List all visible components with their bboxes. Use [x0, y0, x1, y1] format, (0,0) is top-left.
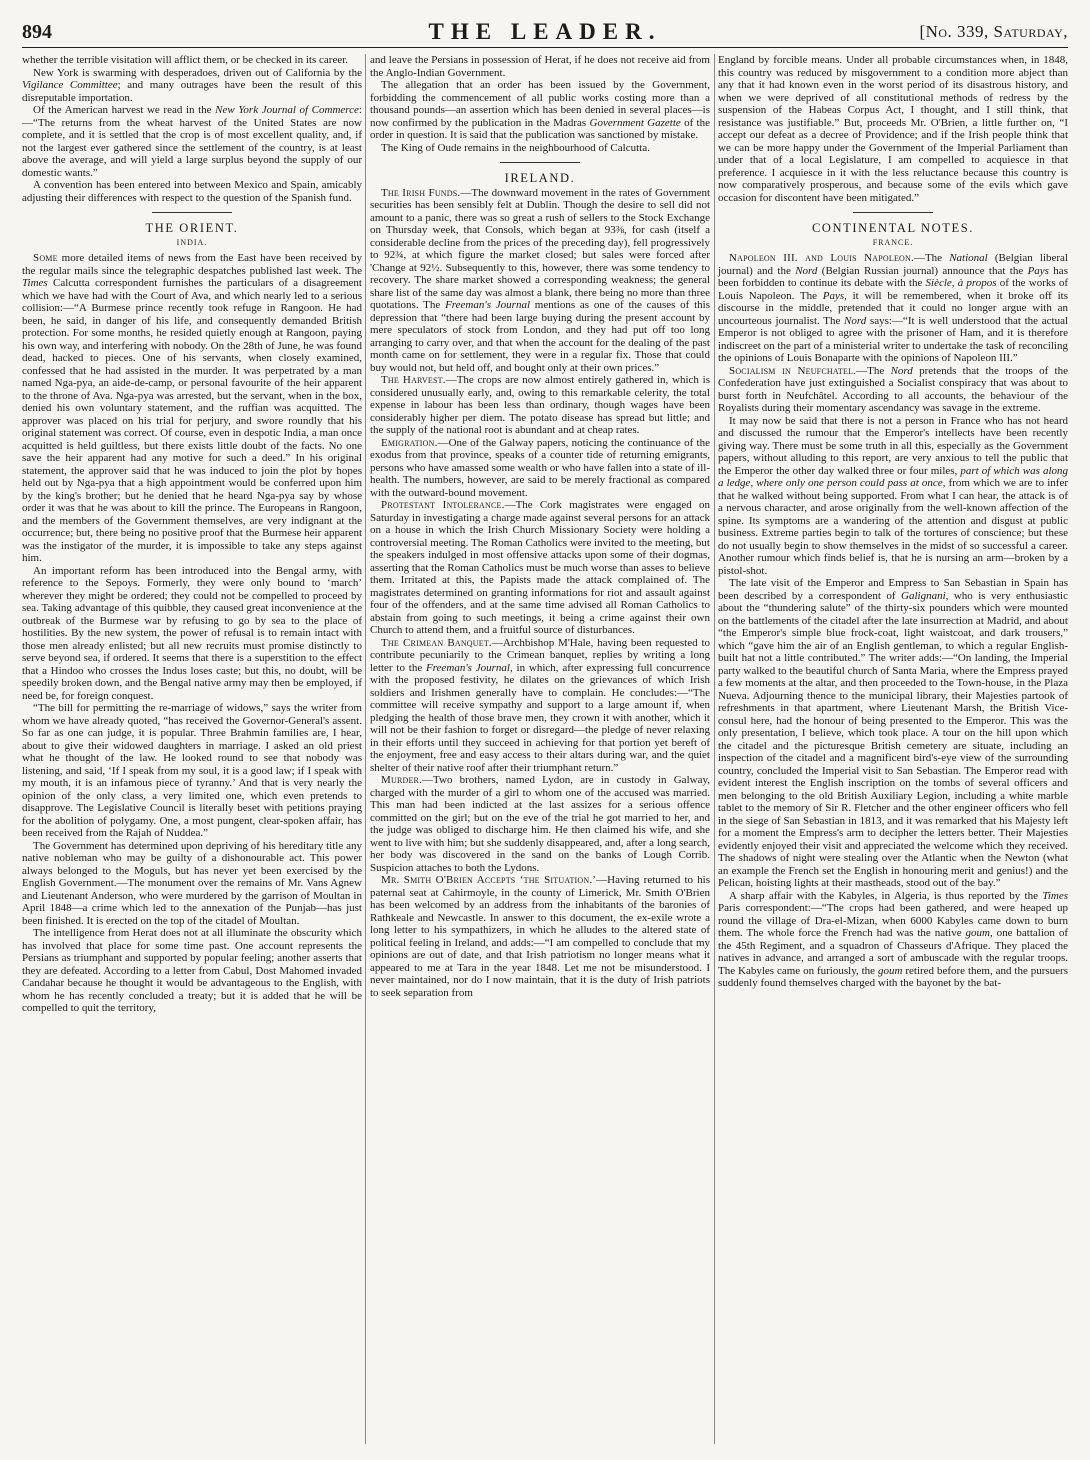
paragraph-text: , in which, after expressing full concurrence with the proposed festivity, he dilates on the grievances of which Irish soldiers and Irishmen generally have to complain. He concludes:—“The committee will receive sympathy and support to a large amount if, when pledging the health of those brave men, they crown it with another, which it will not be their fashion to forget or disregard—the pledge of never relaxing in their efforts until they succeed in achieving for that portion yet bereft of the enjoyment, free and easy access to their altars during war, and the quiet shelter of their native roof after their triumphant return.”: [370, 661, 711, 774]
column-divider: [714, 54, 715, 1444]
paragraph: [22, 104, 362, 179]
paragraph: [22, 179, 362, 204]
paragraph: [22, 840, 362, 928]
paragraph-text: —One of the Galway papers, noticing the continuance of the exodus from that province, speaks of a counter tide of returning emigrants, persons who have amassed some wealth or who have fallen into a state of ill-health. The numbers, however, are said to be merely fractional as compared with the outward-bound movement.: [370, 436, 710, 499]
paragraph-text: Calcutta correspondent furnishes the particulars of a disagreement which we have had with the Court of Ava, and which nearly led to a serious collision:—“A Burmese prince recently took refuge in Rangoon. He had been, he said, in danger of his life, and consequently demanded British protection. For some months, he resided quietly enough at Rangoon, paying his own way, and interfering with nobody. On the 28th of June, he was found dead, hacked to pieces. One of his servants, when closely examined, confessed that he had assisted in the murder. It was perpetrated by a man named Nga-pya, an aide-de-camp, or personal favourite of the heir apparent to the throne of Ava. Nga-pya was arrested, but the servant, when in the box, denied his own voluntary statement, and the ruffian was acquitted. The approver was placed on his trial for perjury, and swore roundly that his original statement was correct. Of course, even in despotic India, a man once acquitted is held guiltless, but there exists little doubt of the facts. No one save the heir apparent had any motive for such a deed.” In his original statement, the approver said that he was induced to join the plot by hopes held out by Nga-pya that a high appointment would be conferred upon him by the king's brother; but he denied that he heard Nga-pya say by whose order it was that he was about to kill the prince. The Europeans in Rangoon, and the members of the Government themselves, are very indignant at the occurrence; but, there being no positive proof that the Burmese heir apparent was the instigator of the murder, it is impossible to take any steps against him.: [22, 277, 362, 564]
paragraph-text: has been forbidden to continue its debate with the: [718, 264, 1068, 289]
paragraph-text: —The downward movement in the rates of Government securities has been sensibly felt at Dublin. Though the desire to sell did not amount to a panic, there was so great a rush of sellers to the Stock Exchange on Thursday week, that Consols, which began at 93⅜, for cash (itself a considerable decline from the prices of the preceding day), fell progressively to 92¾, at which figure the market closed; but sales were forced after 'Change at 92½. Subsequently to this, however, there was some tendency to recovery. The share market showed a corresponding weakness; the general share list of the same day was almost a blank, there being no more than three quotations. The: [370, 186, 711, 311]
paragraph-text: An important reform has been introduced into the Bengal army, with reference to the Sepoys. Formerly, they were only bound to ‘march’ wherever they might be ordered; they could not be compelled to proceed by sea. Taking advantage of this quibble, they caused great inconvenience at the outbreak of the Burmese war by refusing to go by sea to the place of hostilities. By the new system, the power of refusal is to remain intact with those men already enlisted; but all new recruits must promise distinctly to serve beyond sea, if ordered. It seems that there is a superstition to the effect that a Hindoo who crosses the Indus loses caste; but this, no doubt, will be speedily broken down, and the Bengal native army may then be employed, if need be, for foreign conquest.: [22, 564, 362, 702]
paragraph-lead: Napoleon III. and Louis Napoleon.: [729, 252, 914, 264]
page-number: 894: [22, 21, 52, 43]
italic-text: Vigilance Committee: [22, 79, 118, 91]
paragraph: [718, 415, 1068, 578]
paragraph-text: (Belgian liberal journal) and the: [718, 252, 1068, 277]
paragraph-text: It may now be said that there is not a person in France who has not heard and discussed the rumour that the Emperor's intellects have been recently giving way. There must be some truth in all this, especially as the Government papers, without alluding to this report, are very anxious to tell the public that the Emperor the other day walked three or four miles,: [718, 414, 1068, 477]
paragraph: [22, 702, 362, 840]
paragraph-text: —The Cork magistrates were engaged on Saturday in investigating a charge made against several persons for an attack on a house in which the Irish Church Missionary Society were holding a controversial meeting. The Roman Catholics were invited to the meeting, but the speakers indulged in most offensive attacks upon some of their dogmas, asserting that the Roman Catholics must be much worse than asses to believe them. Irritated at this, the Papists made the attack complained of. The magistrates determined on granting informations for riot and assault against four of the offenders, and at the same time advised all Roman Catholics to abstain from going to such meetings, it being a crime against their own Church to attend them, and a fruitful source of disturbances.: [370, 499, 710, 636]
paragraph-text: —Archbishop M'Hale, having been requested to contribute pecuniarily to the Crimean banquet, replies by writing a long letter to the: [370, 636, 710, 674]
paragraph-text: Paris correspondent:—“The crops had been gathered, and were heaped up round the village of Dra-el-Mizan, when 6000 Kabyles came down to burn them. The whole force the French had was the native: [718, 902, 1068, 939]
italic-text: part of which was along a ledge, where only one person could pass at once: [718, 464, 1068, 489]
paragraph-text: The allegation that an order has been issued by the Government, forbidding the commencement of all public works costing more than a thousand pounds—an assertion which has been denied in several places—is now confirmed by the publication in the Madras: [370, 79, 710, 129]
italic-text: Times: [1042, 889, 1068, 902]
italic-text: Pays: [822, 289, 845, 302]
paragraph: [370, 637, 710, 775]
paragraph-text: —The: [913, 252, 950, 264]
paragraph-text: whether the terrible visitation will afflict them, or be checked in its career.: [22, 54, 349, 66]
paragraph: [370, 142, 710, 155]
paragraph: [370, 499, 710, 637]
paragraph: [718, 54, 1068, 204]
paragraph: [370, 874, 710, 999]
paragraph-text: The Government has determined upon depriving of his hereditary title any native nobleman who may be guilty of a dishonourable act. This power always belonged to the Moguls, but has never yet been exercised by the English Government.—The monument over the remains of Mr. Vans Agnew and Lieutenant Anderson, who were murdered by the garrison of Moultan in April 1848—a crime which led to the annexation of the Punjab—has just been finished. It is erected on the top of the citadel of Moultan.: [22, 839, 362, 927]
paragraph-text: mentions as one of the causes of this depression that “there had been large buying during the present account by mere speculators of stock from London, and they had put off too long arranging to carry over, and that when the account for the dealing of the past month came on for settlement, they were in a regular fix. Those that could buy would not, but held off, and bought only at their own prices.”: [370, 299, 711, 374]
paragraph-text: says:—“It is well understood that the actual Emperor is not obliged to agree with the prisoner of Ham, and it is therefore indiscreet on the part of a ministerial writer to undertake the task of reconciling the opinions of Louis Bonaparte with the opinions of Napoleon III.”: [718, 314, 1069, 364]
column-2: [370, 54, 710, 999]
paragraph-text: ; and many outrages have been the result of this disreputable importation.: [22, 79, 362, 104]
paragraph: [22, 252, 362, 565]
section-divider: [853, 212, 933, 213]
paragraph-text: , from which we are to infer that he walked without being supported. From what I can hear, the attack is of a nervous character, and arose originally from the well-known affection of the spine. Its symptoms are a wandering of the attention and disgust at public business. Extreme parties begin to talk of the tortures of conscience; but these do not usually begin to show themselves in the midst of so successful a career. Another rumour which finds belief is, that he is nursing an arm—broken by a pistol-shot.: [718, 477, 1068, 577]
italic-text: National: [949, 252, 988, 264]
paragraph: [718, 890, 1068, 990]
italic-text: Freeman's Journal: [426, 661, 510, 674]
paragraph: [22, 54, 362, 67]
section-subheading: INDIA.: [176, 237, 208, 247]
paragraph: [718, 252, 1068, 365]
paragraph-lead: The Irish Funds.: [381, 186, 461, 199]
paragraph-text: more detailed items of news from the East have been received by the regular mails since the telegraphic despatches published last week. The: [22, 252, 362, 277]
paragraph-lead: Protestant Intolerance.: [381, 499, 505, 511]
section-heading: THE ORIENT.: [145, 221, 239, 235]
paragraph-text: :—“The returns from the wheat harvest of the United States are now complete, and it is settled that the crop is of most excellent quality, and, if not the largest ever gathered since the settlement of the country, is at least above the average, and will yield a large surplus beyond the supply of our domestic wants.”: [22, 104, 362, 179]
paragraph-text: —Two brothers, named Lydon, are in custody in Galway, charged with the murder of a girl to whom one of the accused was married. This man had been indicted at the last assizes for a serious offence committed on the girl; but on the eve of the trial he got married to her, and the judge was obliged to discharge him. He then claimed his wife, and she went to live with him; but she suddenly disappeared, and, after a long search, her body was discovered in the sand on the banks of Lough Corrib. Suspicion attaches to both the Lydons.: [370, 774, 710, 874]
italic-text: Nord: [890, 364, 913, 377]
paragraph: [718, 365, 1068, 415]
paragraph: [370, 79, 710, 142]
paragraph: [370, 774, 710, 874]
paragraph: [370, 187, 710, 375]
paragraph-text: , one battalion of the 45th Regiment, and a squadron of Chasseurs d'Afrique. They placed the natives in advance, and arranged a sort of ambuscade with the regular troops. The Kabyles came on furiously, the: [718, 927, 1068, 977]
italic-text: goum: [877, 964, 903, 977]
section-heading: CONTINENTAL NOTES.: [811, 221, 975, 235]
paragraph-text: The late visit of the Emperor and Empress to San Sebastian in Spain has been described by a correspondent of: [718, 577, 1068, 602]
italic-text: Nord: [844, 314, 867, 327]
paragraph: [22, 927, 362, 1015]
italic-text: Siècle, à propos: [925, 277, 997, 289]
paragraph-text: —Having returned to his paternal seat at Cahirmoyle, in the county of Limerick, Mr. Smith O'Brien has been welcomed by an address from the inhabitants of the baronies of Rathkeale and Newcastle. In answer to this document, the ex-exile wrote a long letter to his sympathizers, in which he alludes to the altered state of political feeling in Ireland, and adds:—“I am compelled to conclude that my opinions are out of date, and that Irish patriotism no longer means what it appeared to me at Tara in the year 1848. Let me not be misunderstood. I never maintained, nor do I now maintain, that it is the duty of Irish patriots to seek separation from: [370, 874, 710, 999]
column-divider: [365, 54, 366, 1444]
paragraph-text: and leave the Persians in possession of Herat, if he does not receive aid from the Anglo-Indian Government.: [370, 54, 710, 79]
paragraph-text: , who is very enthusiastic about the “thundering salute” of the thirty-six pounders which were mounted on the battlements of the citadel after the late insurrection at Madrid, and about “the Emperor's simple blue frock-coat, light waistcoat, and dark trousers,” which “gave him the air of an English gentleman, to which a regular English-built hat not a little contributed.” The writer adds:—“On landing, the Imperial party walked to the beautiful church of Santa Maria, where the Empress prayed a few moments at the altar, and then proceeded to the Town-house, in the Plaza Nueva. Adjourning thence to the municipal library, their Majesties partook of refreshments in that apartment, where Lieutenant Marsh, the British Vice-consul here, had the honour of being presented to the Emperor. This was the only presentation, I believe, which took place. A tour on the hill upon which the citadel and the picturesque British cemetery are situate, including an inspection of the citadel and a magnificent bird's-eye view of the surrounding country, concluded the Imperial visit to San Sebastian. The Emperor read with evident interest the English inscription on the tombs of several officers and men belonging to the old British Auxiliary Legion, including a white marble tablet to the memory of Sir R. Fletcher and the other engineer officers who fell in the siege of San Sebastian in 1813, and it was remarked that his Majesty left for a moment the Empress's arm to decipher the letters better. Their Majesties evidently enjoyed their visit and appreciated the welcome which they received. The shadows of night were stealing over the Atlantic when the Newton (what an example the French set the English in honouring merit and genius!) and the Pelican, hoisting lights at their mastheads, stood out of the bay.”: [718, 589, 1068, 889]
column-1: [22, 54, 362, 1015]
paragraph-text: pretends that the troops of the Confederation have just extinguished a Socialist conspiracy that was about to burst forth in Neufchâtel. According to all accounts, the behaviour of the Royalists during their momentary ascendancy was savage in the extreme.: [718, 364, 1068, 414]
paragraph-text: of the order in question. It is said that the publication was sanctioned by mistake.: [370, 116, 710, 141]
header-rule: [22, 47, 1068, 48]
paragraph: [370, 54, 710, 79]
section-divider: [500, 162, 580, 163]
paragraph-text: The King of Oude remains in the neighbourhood of Calcutta.: [381, 141, 650, 154]
paragraph: [718, 577, 1068, 890]
page-header: [22, 16, 1068, 46]
paragraph-lead: The Crimean Banquet.: [381, 636, 492, 649]
section-heading: IRELAND.: [504, 171, 576, 185]
paragraph-text: retired before them, and the pursuers suddenly found themselves charged with the bayonet by the bat-: [718, 964, 1068, 989]
italic-text: Times: [22, 277, 48, 289]
paragraph-text: —The: [856, 364, 891, 377]
issue-info: [No. 339, Saturday,: [919, 22, 1068, 41]
paragraph-text: “The bill for permitting the re-marriage of widows,” says the writer from whom we have already quoted, “has received the Governor-General's assent. So far as one can judge, it is popular. Three Brahmin families are, I hear, about to give their widowed daughters in marriage. I asked an old priest what he thought of the law. He looked round to see that nobody was listening, and said, ‘If I speak from my soul, it is a good law; if I speak with my mouth, it is an infamous piece of tyranny.’ And that is very nearly the opinion of the only class, a very limited one, which even pretends to disapprove. The Legislative Council is literally beset with petitions praying for the abolition of polygamy. One, a most pungent, clear-spoken affair, has been received from the Rajah of Nuddea.”: [22, 702, 362, 839]
paragraph-text: of the works of Louis Napoleon. The: [718, 277, 1068, 302]
paragraph-text: , it will be remembered, when it broke off its discourse in the middle, pretended that it could no longer argue with an uncourteous journalist. The: [718, 289, 1068, 327]
italic-text: Galignani: [901, 589, 946, 602]
italic-text: Pays: [1027, 264, 1049, 277]
section-subheading: FRANCE.: [872, 237, 914, 247]
paragraph-lead: Murder.: [381, 774, 423, 786]
paragraph: [22, 565, 362, 703]
masthead-title: THE LEADER.: [428, 19, 662, 44]
italic-text: goum: [965, 927, 990, 939]
italic-text: Freeman's Journal: [445, 299, 530, 311]
italic-text: Nord: [795, 264, 818, 277]
paragraph: [370, 374, 710, 437]
paragraph-text: A sharp affair with the Kabyles, in Algeria, is thus reported by the: [729, 889, 1043, 902]
paragraph-text: New York is swarming with desperadoes, driven out of California by the: [33, 66, 362, 79]
paragraph-lead: Some: [33, 252, 58, 264]
section-divider: [152, 212, 232, 213]
paragraph: [22, 67, 362, 105]
paragraph-lead: The Harvest.: [381, 374, 446, 386]
italic-text: New York Journal of Commerce: [215, 104, 359, 116]
paragraph-lead: Socialism in Neufchatel.: [729, 364, 857, 377]
paragraph-text: Of the American harvest we read in the: [33, 104, 216, 116]
column-3: [718, 54, 1068, 990]
italic-text: Government Gazette: [589, 116, 681, 129]
paragraph-text: A convention has been entered into between Mexico and Spain, amicably adjusting their differences with respect to the question of the Spanish fund.: [22, 179, 362, 204]
paragraph-text: The intelligence from Herat does not at all illuminate the obscurity which has involved that place for some time past. One account represents the Persians as triumphant and supported by popular feeling; another asserts that they are defeated. According to a letter from Cabul, Dost Mahomed invaded Candahar because he thought it would be advantageous to the English, with whom he has recently concluded a treaty; but it is added that he will be compelled to quit the territory,: [22, 927, 362, 1014]
paragraph: [370, 437, 710, 500]
paragraph-text: England by forcible means. Under all probable circumstances when, in 1848, this country was reduced by misgovernment to a condition more abject than any that it had known even in the worst period of its disastrous history, and when we were deprived of all constitutional methods of redress by the suspension of the Habeas Corpus Act, I thought, and I still think, that resistance was justifiable.” But, proceeds Mr. O'Brien, a little further on, “I accept our defeat as a decree of Providence; and if the Irish people think that we can be more happy under the Government of the Imperial Parliament than under that of a local Legislature, I am compelled to acquiesce in that preference. I acquiesce in it with the less reluctance because this country is now comparatively prosperous, and because some of the evils which gave occasion for discontent have been mitigated.”: [718, 54, 1068, 204]
paragraph-text: —The crops are now almost entirely gathered in, which is considered unusually early, and, owing to this remarkable celerity, the total expense in labour has been less than ordinary, though wages have been considerably higher per diem. The potato disease has spread but little; and the supply of the national root is abundant and at cheap rates.: [370, 374, 711, 436]
paragraph-lead: Emigration.: [381, 436, 438, 449]
paragraph-text: (Belgian Russian journal) announce that the: [817, 264, 1028, 277]
paragraph-lead: Mr. Smith O'Brien Accepts ‘the Situation.’: [381, 874, 597, 886]
